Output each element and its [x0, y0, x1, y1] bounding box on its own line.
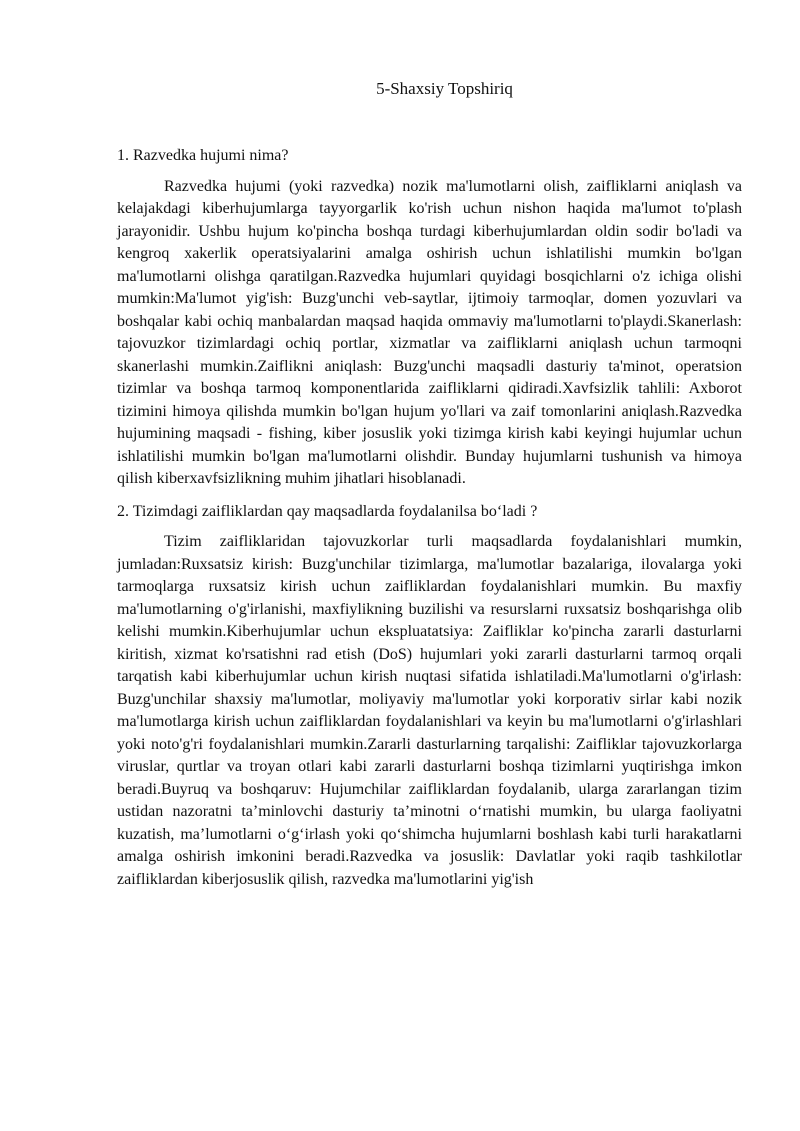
section-1 — [117, 145, 742, 491]
answer-1: Razvedka hujumi (yoki razvedka) nozik ma'lumotlarni olish, zaifliklarni aniqlash va kelajakdagi kiberhujumlarga tayyorgarlik ko'rish uchun nishon haqida ma'lumot to'plash jarayonidir. Ushbu hujum ko'pincha boshqa turdagi kiberhujumlardan oldin sodir bo'ladi va kengroq xakerlik operatsiyalarini amalga oshirish uchun ishlatilishi mumkin bo'lgan ma'lumotlarni olishga qaratilgan.Razvedka hujumlari quyidagi bosqichlarni o'z ichiga olishi mumkin:Ma'lumot yig'ish: Buzg'unchi veb-saytlar, ijtimoiy tarmoqlar, domen yozuvlari va boshqalar kabi ochiq manbalardan maqsad haqida ommaviy ma'lumotlarni to'playdi.Skanerlash: tajovuzkor tizimlardagi ochiq portlar, xizmatlar va zaifliklarni aniqlash uchun tarmoqni skanerlashi mumkin.Zaiflikni aniqlash: Buzg'unchi maqsadli dasturiy ta'minot, operatsion tizimlar va boshqa tarmoq komponentlarida zaifliklarni qidiradi.Xavfsizlik tahlili: Axborot tizimini himoya qilishda mumkin bo'lgan hujum yo'llari va zaif tomonlarini aniqlash.Razvedka hujumining maqsadi - fishing, kiber josuslik yoki tizimga kirish kabi keyingi hujumlar uchun ishlatilishi mumkin bo'lgan ma'lumotlarni olishdir. Bunday hujumlarni tushunish va himoya qilish kiberxavfsizlikning muhim jihatlari hisoblanadi. — [117, 177, 742, 487]
question-1: 1. Razvedka hujumi nima? — [117, 147, 289, 164]
question-2: 2. Tizimdagi zaifliklardan qay maqsadlarda foydalanilsa bo‘ladi ? — [117, 502, 538, 520]
section-2 — [117, 501, 742, 892]
document-body — [117, 145, 742, 901]
answer-2: Tizim zaifliklaridan tajovuzkorlar turli maqsadlarda foydalanishlari mumkin, jumladan:Ruxsatsiz kirish: Buzg'unchilar tizimlarga, ma'lumotlar bazalariga, ilovalarga yoki tarmoqlarga ruxsatsiz kirish uchun zaifliklardan foydalanishlari mumkin. Bu maxfiy ma'lumotlarning o'g'irlanishi, maxfiylikning buzilishi va resurslarni ruxsatsiz boshqarishga olib kelishi mumkin.Kiberhujumlar uchun ekspluatatsiya: Zaifliklar ko'pincha zararli dasturlarni kiritish, xizmat ko'rsatishni rad etish (DoS) hujumlari yoki zararli dasturlarni tarmoq orqali tarqatish kabi kiberhujumlar uchun kirish nuqtasi sifatida ishlatiladi.Ma'lumotlarni o'g'irlash: Buzg'unchilar shaxsiy ma'lumotlar, moliyaviy ma'lumotlar yoki korporativ sirlar kabi nozik ma'lumotlarga kirish uchun zaifliklardan foydalanishlari va keyin bu ma'lumotlarni o'g'irlashlari yoki noto'g'ri foydalanishlari mumkin.Zararli dasturlarning tarqalishi: Zaifliklar tajovuzkorlarga viruslar, qurtlar va troyan otlari kabi zararli dasturlarni boshqa tizimlarni yuqtirishga imkon beradi.Buyruq va boshqaruv: Hujumchilar zaifliklardan foydalanib, ularga zararlangan tizim ustidan nazoratni ta’minlovchi dasturiy ta’minotni o‘rnatishi mumkin, bu ularga faoliyatni kuzatish, ma’lumotlarni o‘g‘irlash yoki qo‘shimcha hujumlarni boshlash kabi turli harakatlarni amalga oshirish imkonini beradi.Razvedka va josuslik: Davlatlar yoki raqib tashkilotlar zaifliklardan kiberjosuslik qilish, razvedka ma'lumotlarini yig'ish — [117, 533, 742, 888]
document-title: 5-Shaxsiy Topshiriq — [376, 79, 513, 98]
